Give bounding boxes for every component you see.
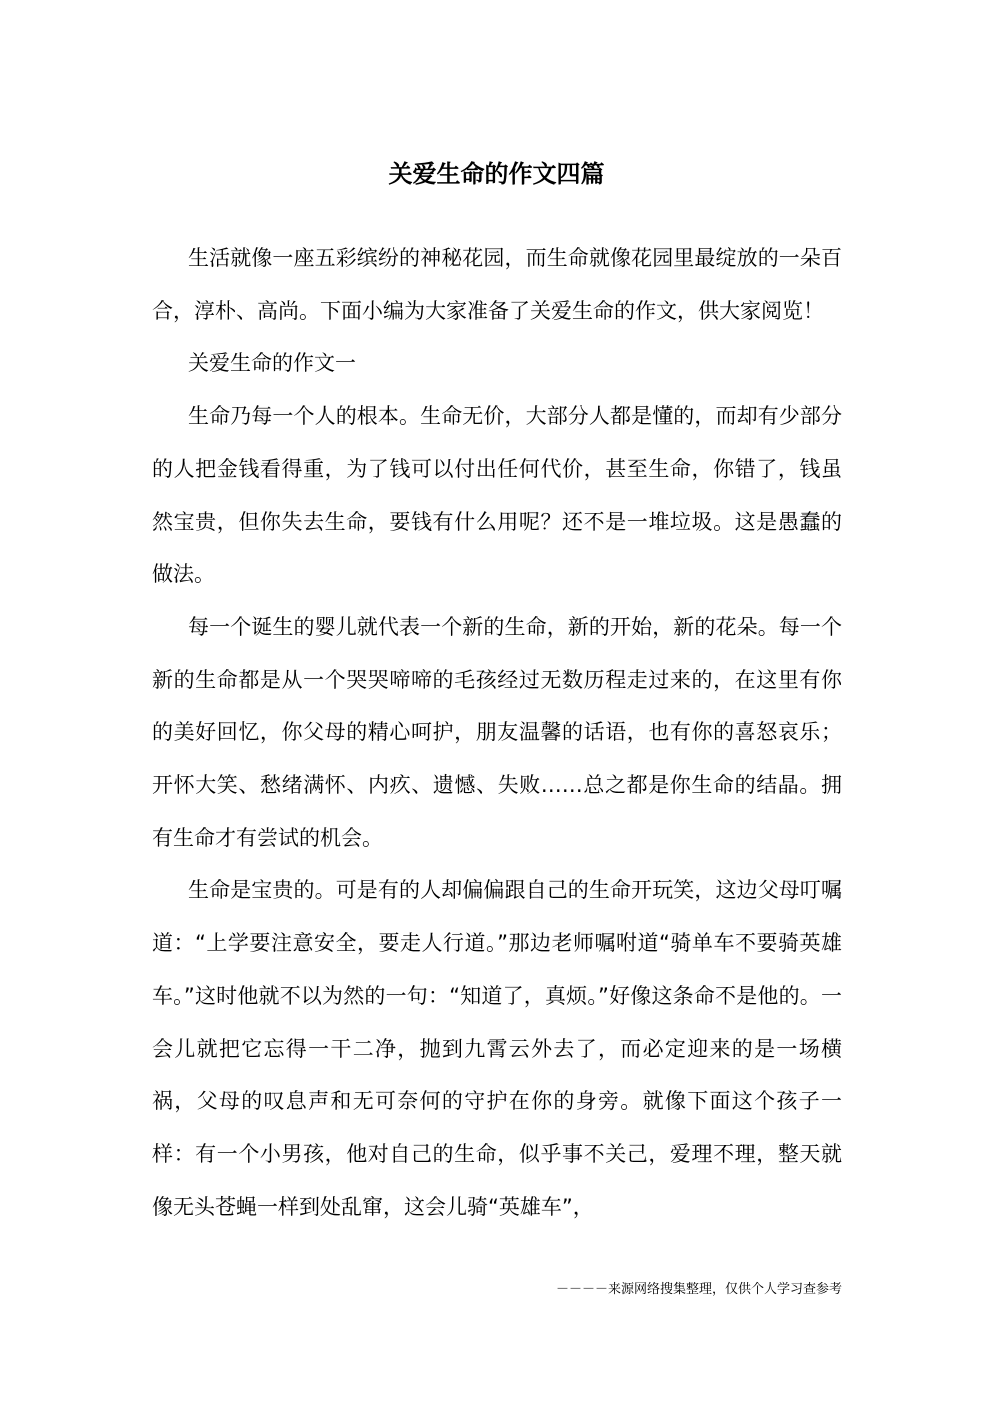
document-title: 关爱生命的作文四篇 — [388, 160, 605, 188]
page-footer-note: －－－－来源网络搜集整理，仅供个人学习查参考 — [555, 1282, 842, 1297]
body-paragraph: 生命是宝贵的。可是有的人却偏偏跟自己的生命开玩笑，这边父母叮嘱道：“上学要注意安全，要走人行道。”那边老师嘱咐道“骑单车不要骑英雄车。”这时他就不以为然的一句：“知道了，真烦。”好像这条命不是他的。一会儿就把它忘得一干二净，抛到九霄云外去了，而必定迎来的是一场横祸，父母的叹息声和无可奈何的守护在你的身旁。就像下面这个孩子一样：有一个小男孩，他对自己的生命，似乎事不关己，爱理不理，整天就像无头苍蝇一样到处乱窜，这会儿骑“英雄车”， — [152, 878, 842, 1219]
intro-paragraph: 生活就像一座五彩缤纷的神秘花园，而生命就像花园里最绽放的一朵百合，淳朴、高尚。下面小编为大家准备了关爱生命的作文，供大家阅览！ — [152, 246, 842, 323]
body-paragraph: 每一个诞生的婴儿就代表一个新的生命，新的开始，新的花朵。每一个新的生命都是从一个哭哭啼啼的毛孩经过无数历程走过来的，在这里有你的美好回忆，你父母的精心呵护，朋友温馨的话语，也有你的喜怒哀乐；开怀大笑、愁绪满怀、内疚、遗憾、失败……总之都是你生命的结晶。拥有生命才有尝试的机会。 — [152, 614, 842, 850]
document-body — [152, 232, 842, 1233]
body-paragraph: 生命乃每一个人的根本。生命无价，大部分人都是懂的，而却有少部分的人把金钱看得重，为了钱可以付出任何代价，甚至生命，你错了，钱虽然宝贵，但你失去生命，要钱有什么用呢？还不是一堆垃圾。这是愚蠢的做法。 — [152, 404, 842, 587]
section-heading: 关爱生命的作文一 — [188, 351, 356, 376]
